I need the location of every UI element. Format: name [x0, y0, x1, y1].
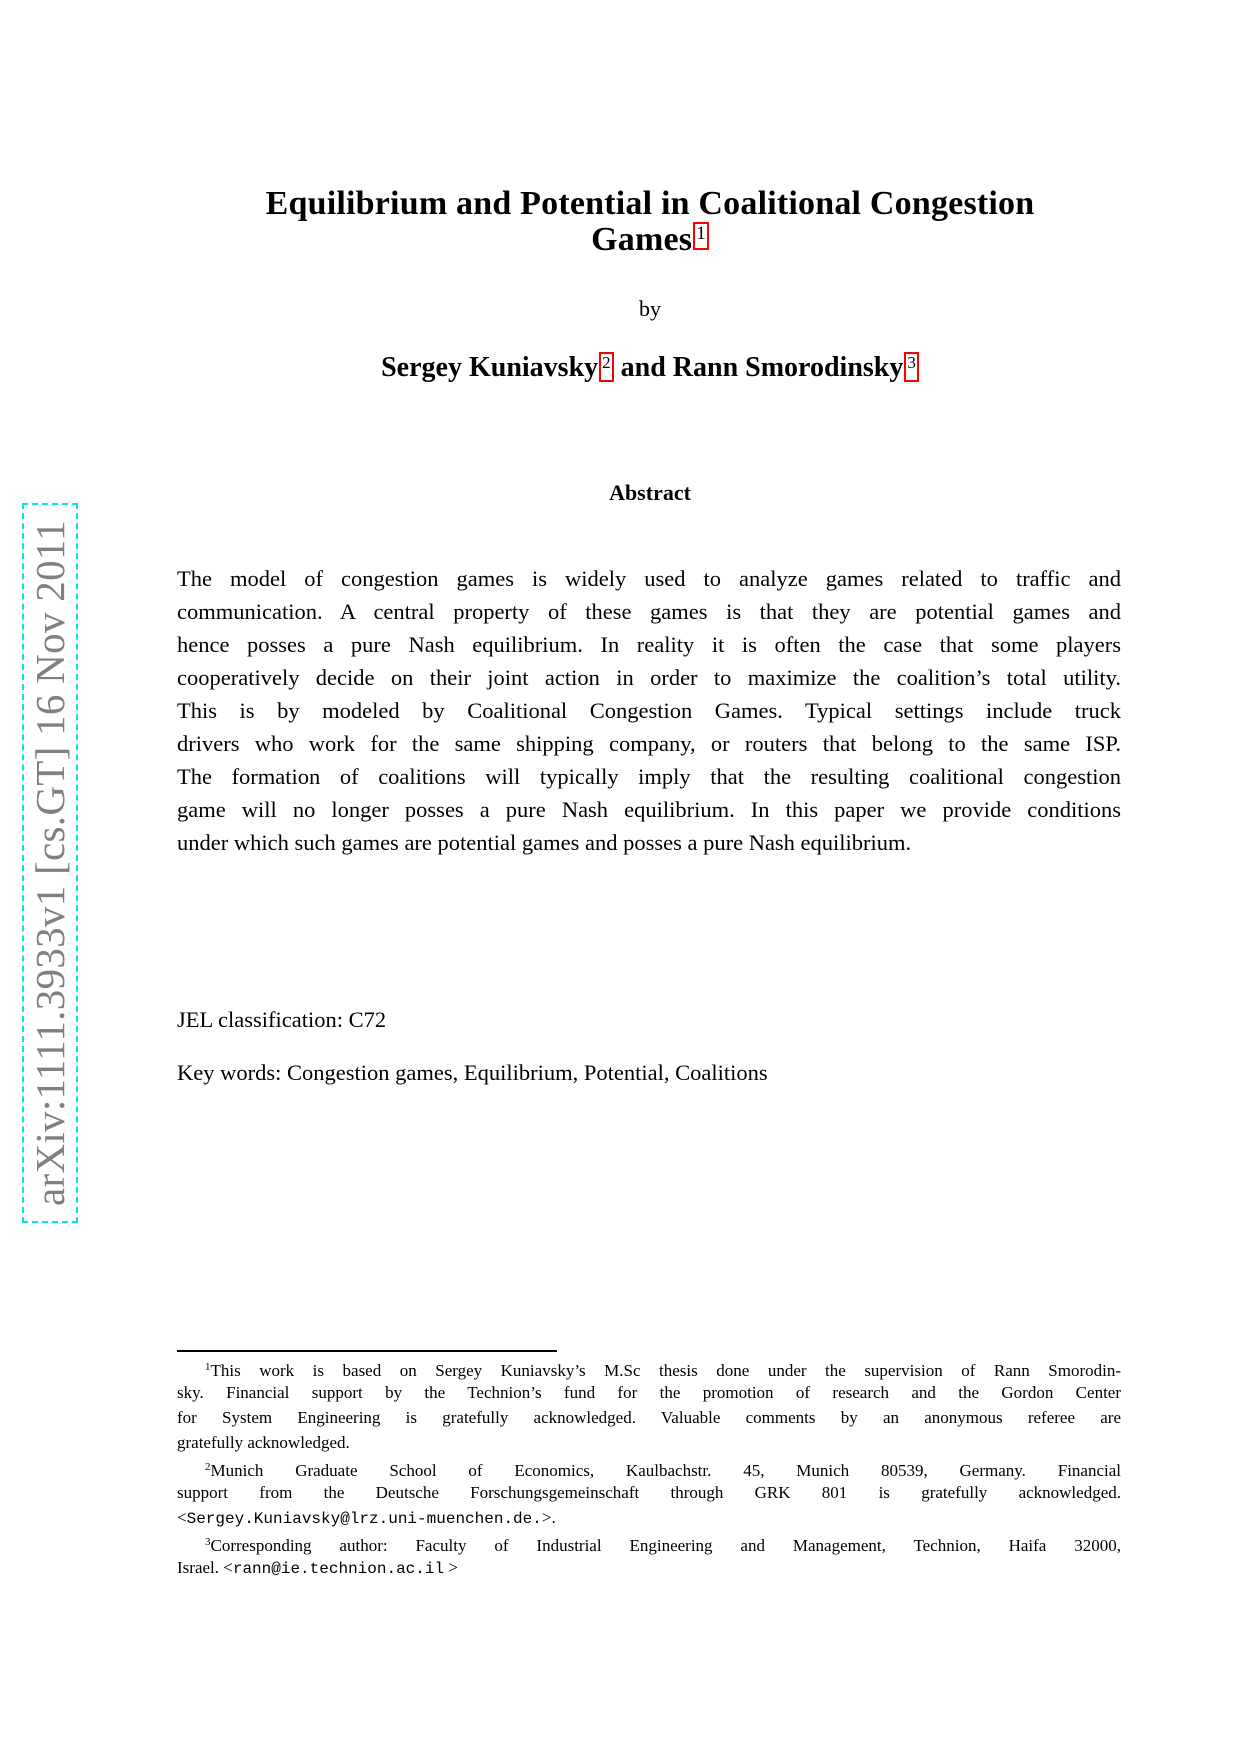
- footnote-2-line: [177, 1455, 1121, 1480]
- abstract-line: under which such games are potential games and posses a pure Nash equilibrium.: [177, 830, 912, 855]
- abstract-line: drivers who work for the same shipping company, or routers that belong to the same ISP.: [177, 731, 1121, 756]
- arxiv-stamp-text: arXiv:1111.3933v1 [cs.GT] 16 Nov 2011: [27, 520, 73, 1206]
- jel-classification: JEL classification: C72: [177, 1007, 387, 1032]
- abstract-line: hence posses a pure Nash equilibrium. In reality it is often the case that some players: [177, 632, 1121, 657]
- footnote-1-line: [177, 1355, 1121, 1380]
- authors-connector: and: [613, 352, 673, 383]
- abstract-line: The model of congestion games is widely used to analyze games related to traffic and: [177, 566, 1121, 591]
- footnote-3-line: [177, 1530, 1121, 1555]
- abstract-line: cooperatively decide on their joint action in order to maximize the coalition’s total utility.: [177, 665, 1121, 690]
- author-2: Rann Smorodinsky: [672, 352, 904, 383]
- authors-line: [0, 352, 1240, 384]
- paper-title: [150, 186, 1150, 258]
- author-1: Sergey Kuniavsky: [381, 352, 599, 383]
- footnote-2-mark: 2: [205, 1461, 211, 1473]
- footnote-1-text: This work is based on Sergey Kuniavsky’s M.Sc thesis done under the supervision of Rann Smorodin-: [210, 1361, 1121, 1380]
- footnote-1-line: sky. Financial support by the Technion’s fund for the promotion of research and the Gordon Center: [177, 1383, 1121, 1402]
- by-label: by: [639, 296, 661, 321]
- author-2-footnote-link[interactable]: 3: [904, 352, 919, 382]
- title-line-2: [150, 222, 1150, 258]
- footnote-3-prefix: Israel. <: [177, 1558, 233, 1577]
- title-line-2-text: Games: [591, 221, 693, 258]
- keywords: Key words: Congestion games, Equilibrium, Potential, Coalitions: [177, 1060, 768, 1085]
- footnote-3-email-line: [177, 1555, 1121, 1580]
- footnote-1-line: gratefully acknowledged.: [177, 1433, 350, 1452]
- title-footnote-link[interactable]: 1: [693, 222, 709, 250]
- author-2-email-link[interactable]: rann@ie.technion.ac.il: [232, 1560, 445, 1578]
- footnote-1-line: for System Engineering is gratefully acknowledged. Valuable comments by an anonymous referee are: [177, 1408, 1121, 1427]
- footnote-2-email-line: [177, 1505, 1121, 1530]
- footnote-3-mark: 3: [205, 1536, 211, 1548]
- abstract-body: [177, 562, 1121, 859]
- abstract-heading: Abstract: [609, 480, 691, 505]
- author-1-email-link[interactable]: Sergey.Kuniavsky@lrz.uni-muenchen.de.: [186, 1510, 542, 1528]
- email-close-bracket: >.: [541, 1508, 556, 1527]
- footnote-2-line: support from the Deutsche Forschungsgemeinschaft through GRK 801 is gratefully acknowledged.: [177, 1483, 1121, 1502]
- footnote-rule: [177, 1350, 557, 1352]
- abstract-line: This is by modeled by Coalitional Congestion Games. Typical settings include truck: [177, 698, 1121, 723]
- footnote-3-text: Corresponding author: Faculty of Industrial Engineering and Management, Technion, Haifa 32000,: [210, 1536, 1121, 1555]
- author-1-footnote-link[interactable]: 2: [599, 352, 614, 382]
- abstract-line: communication. A central property of these games is that they are potential games and: [177, 599, 1121, 624]
- arxiv-stamp[interactable]: [22, 503, 78, 1223]
- footnote-2-text: Munich Graduate School of Economics, Kaulbachstr. 45, Munich 80539, Germany. Financial: [210, 1461, 1121, 1480]
- abstract-line: game will no longer posses a pure Nash equilibrium. In this paper we provide conditions: [177, 797, 1121, 822]
- footnote-1-mark: 1: [205, 1361, 211, 1373]
- abstract-line: The formation of coalitions will typically imply that the resulting coalitional congestion: [177, 764, 1121, 789]
- email-close-bracket: >: [444, 1558, 458, 1577]
- email-open-bracket: <: [177, 1508, 187, 1527]
- footnotes: [177, 1355, 1121, 1580]
- title-line-1: Equilibrium and Potential in Coalitional Congestion: [265, 185, 1035, 222]
